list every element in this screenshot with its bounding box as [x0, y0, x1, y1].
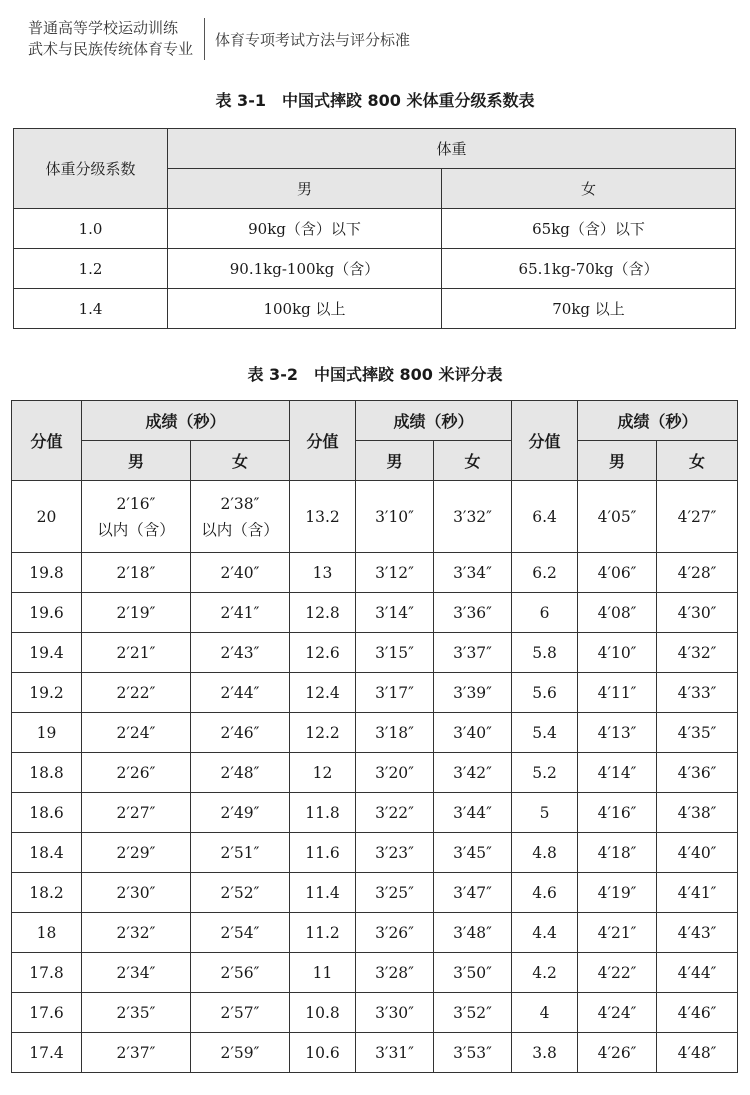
table-row [12, 833, 738, 873]
score-cell: 13.2 [290, 481, 356, 553]
score-cell: 12.6 [290, 633, 356, 673]
male-time-cell: 4′10″ [578, 633, 657, 673]
female-time-cell: 2′40″ [191, 553, 290, 593]
weight-coefficient-table [13, 128, 736, 329]
male-time-cell: 2′18″ [82, 553, 191, 593]
male-weight-cell: 90kg（含）以下 [168, 209, 442, 249]
table-row [12, 913, 738, 953]
table-row [12, 713, 738, 753]
female-time-cell: 4′30″ [657, 593, 738, 633]
table2-caption: 表 3-2 中国式摔跤 800 米评分表 [247, 365, 503, 384]
male-time-cell: 4′22″ [578, 953, 657, 993]
male-time-cell: 2′30″ [82, 873, 191, 913]
male-time-cell: 2′27″ [82, 793, 191, 833]
header-line-2: 武术与民族传统体育专业 [28, 40, 194, 58]
female-time-cell: 2′49″ [191, 793, 290, 833]
score-cell: 5.2 [512, 753, 578, 793]
score-cell: 19.2 [12, 673, 82, 713]
score-header-3: 分值 [512, 401, 578, 481]
male-weight-cell: 90.1kg-100kg（含） [168, 249, 442, 289]
male-time-cell [82, 481, 191, 553]
header-line-1: 普通高等学校运动训练 [28, 19, 179, 37]
table-row [12, 993, 738, 1033]
female-time-cell: 3′45″ [434, 833, 512, 873]
table-row [12, 553, 738, 593]
male-time-cell: 3′25″ [356, 873, 434, 913]
table-row [12, 953, 738, 993]
female-header-3: 女 [657, 441, 738, 481]
score-cell: 6.4 [512, 481, 578, 553]
score-cell: 4.8 [512, 833, 578, 873]
score-cell: 5.4 [512, 713, 578, 753]
female-time-cell: 3′44″ [434, 793, 512, 833]
table-row [12, 1033, 738, 1073]
male-time-cell: 2′35″ [82, 993, 191, 1033]
male-time-cell: 3′22″ [356, 793, 434, 833]
score-cell: 4.6 [512, 873, 578, 913]
female-weight-cell: 65kg（含）以下 [442, 209, 736, 249]
male-time-cell: 4′08″ [578, 593, 657, 633]
female-time-cell: 3′37″ [434, 633, 512, 673]
time-note: 以内（含） [97, 520, 175, 539]
score-cell: 10.6 [290, 1033, 356, 1073]
score-cell: 6.2 [512, 553, 578, 593]
time-note: 以内（含） [201, 520, 279, 539]
col-weight-header: 体重 [168, 129, 736, 169]
male-time-cell: 2′21″ [82, 633, 191, 673]
score-cell: 18.8 [12, 753, 82, 793]
male-header-1: 男 [82, 441, 191, 481]
table-row [12, 673, 738, 713]
female-weight-cell: 70kg 以上 [442, 289, 736, 329]
score-cell: 3.8 [512, 1033, 578, 1073]
male-time-cell: 2′22″ [82, 673, 191, 713]
female-header-2: 女 [434, 441, 512, 481]
female-time-cell: 3′48″ [434, 913, 512, 953]
time-value: 2′16″ [116, 494, 156, 513]
table-row [12, 873, 738, 913]
col-coef-header: 体重分级系数 [14, 129, 168, 209]
result-header-1: 成绩（秒） [82, 401, 290, 441]
score-cell: 12.4 [290, 673, 356, 713]
male-time-cell: 2′32″ [82, 913, 191, 953]
table-row [12, 753, 738, 793]
female-time-cell: 4′38″ [657, 793, 738, 833]
female-time-cell: 2′59″ [191, 1033, 290, 1073]
table-row [12, 793, 738, 833]
female-time-cell: 3′47″ [434, 873, 512, 913]
female-time-cell: 3′53″ [434, 1033, 512, 1073]
coef-cell: 1.4 [14, 289, 168, 329]
table1-caption: 表 3-1 中国式摔跤 800 米体重分级系数表 [215, 91, 535, 110]
male-time-cell: 4′05″ [578, 481, 657, 553]
male-time-cell: 4′21″ [578, 913, 657, 953]
score-cell: 11.4 [290, 873, 356, 913]
female-time-cell: 2′51″ [191, 833, 290, 873]
male-header-3: 男 [578, 441, 657, 481]
female-time-cell: 3′32″ [434, 481, 512, 553]
score-cell: 10.8 [290, 993, 356, 1033]
running-header-left [28, 18, 206, 60]
male-weight-cell: 100kg 以上 [168, 289, 442, 329]
female-time-cell: 3′42″ [434, 753, 512, 793]
female-time-cell: 2′44″ [191, 673, 290, 713]
female-time-cell: 4′41″ [657, 873, 738, 913]
table-row [12, 593, 738, 633]
male-time-cell: 3′18″ [356, 713, 434, 753]
score-cell: 12.2 [290, 713, 356, 753]
male-time-cell: 3′26″ [356, 913, 434, 953]
male-time-cell: 3′31″ [356, 1033, 434, 1073]
female-time-cell: 3′40″ [434, 713, 512, 753]
score-cell: 18 [12, 913, 82, 953]
male-time-cell: 4′18″ [578, 833, 657, 873]
female-header-1: 女 [191, 441, 290, 481]
female-time-cell: 4′32″ [657, 633, 738, 673]
score-cell: 6 [512, 593, 578, 633]
coef-cell: 1.2 [14, 249, 168, 289]
male-time-cell: 4′26″ [578, 1033, 657, 1073]
score-cell: 13 [290, 553, 356, 593]
male-time-cell: 4′11″ [578, 673, 657, 713]
female-time-cell: 4′46″ [657, 993, 738, 1033]
male-time-cell: 3′10″ [356, 481, 434, 553]
male-time-cell: 2′34″ [82, 953, 191, 993]
male-time-cell: 3′12″ [356, 553, 434, 593]
score-cell: 5.8 [512, 633, 578, 673]
scoring-table [11, 400, 738, 1073]
male-time-cell: 4′13″ [578, 713, 657, 753]
female-time-cell: 2′56″ [191, 953, 290, 993]
male-header-2: 男 [356, 441, 434, 481]
table-row [14, 209, 736, 249]
result-header-2: 成绩（秒） [356, 401, 512, 441]
table-row [14, 249, 736, 289]
female-time-cell: 2′41″ [191, 593, 290, 633]
female-time-cell: 2′54″ [191, 913, 290, 953]
table-row [12, 633, 738, 673]
result-header-3: 成绩（秒） [578, 401, 738, 441]
female-time-cell: 4′40″ [657, 833, 738, 873]
male-time-cell: 2′24″ [82, 713, 191, 753]
female-time-cell: 2′57″ [191, 993, 290, 1033]
female-time-cell: 4′28″ [657, 553, 738, 593]
female-time-cell: 3′52″ [434, 993, 512, 1033]
male-time-cell: 2′26″ [82, 753, 191, 793]
female-time-cell: 3′50″ [434, 953, 512, 993]
score-cell: 11.8 [290, 793, 356, 833]
score-cell: 20 [12, 481, 82, 553]
male-time-cell: 4′24″ [578, 993, 657, 1033]
female-time-cell: 2′43″ [191, 633, 290, 673]
score-header-1: 分值 [12, 401, 82, 481]
score-cell: 18.2 [12, 873, 82, 913]
female-time-cell: 3′36″ [434, 593, 512, 633]
female-time-cell: 4′35″ [657, 713, 738, 753]
scoring-table-body [12, 553, 738, 1073]
female-time-cell: 3′39″ [434, 673, 512, 713]
female-time-cell: 2′48″ [191, 753, 290, 793]
score-cell: 4.4 [512, 913, 578, 953]
male-time-cell: 2′29″ [82, 833, 191, 873]
female-time-cell: 2′46″ [191, 713, 290, 753]
score-cell: 17.4 [12, 1033, 82, 1073]
male-time-cell: 3′17″ [356, 673, 434, 713]
male-time-cell: 2′19″ [82, 593, 191, 633]
score-cell: 17.8 [12, 953, 82, 993]
score-cell: 5.6 [512, 673, 578, 713]
score-cell: 5 [512, 793, 578, 833]
table-row [14, 289, 736, 329]
header-divider [204, 18, 205, 60]
score-cell: 12 [290, 753, 356, 793]
score-cell: 11 [290, 953, 356, 993]
table-row [12, 481, 738, 553]
time-value: 2′38″ [220, 494, 260, 513]
male-time-cell: 4′16″ [578, 793, 657, 833]
score-cell: 11.2 [290, 913, 356, 953]
male-time-cell: 3′15″ [356, 633, 434, 673]
female-time-cell: 4′36″ [657, 753, 738, 793]
female-weight-cell: 65.1kg-70kg（含） [442, 249, 736, 289]
female-time-cell: 4′44″ [657, 953, 738, 993]
coef-cell: 1.0 [14, 209, 168, 249]
score-cell: 4 [512, 993, 578, 1033]
female-time-cell: 4′27″ [657, 481, 738, 553]
score-cell: 19 [12, 713, 82, 753]
male-time-cell: 3′14″ [356, 593, 434, 633]
female-time-cell: 3′34″ [434, 553, 512, 593]
score-cell: 19.6 [12, 593, 82, 633]
col-female-header: 女 [442, 169, 736, 209]
score-cell: 17.6 [12, 993, 82, 1033]
score-cell: 12.8 [290, 593, 356, 633]
female-time-cell: 4′33″ [657, 673, 738, 713]
female-time-cell: 2′52″ [191, 873, 290, 913]
score-cell: 18.4 [12, 833, 82, 873]
score-header-2: 分值 [290, 401, 356, 481]
score-cell: 11.6 [290, 833, 356, 873]
male-time-cell: 3′30″ [356, 993, 434, 1033]
female-time-cell: 4′43″ [657, 913, 738, 953]
male-time-cell: 4′06″ [578, 553, 657, 593]
score-cell: 4.2 [512, 953, 578, 993]
male-time-cell: 4′14″ [578, 753, 657, 793]
male-time-cell: 4′19″ [578, 873, 657, 913]
female-time-cell [191, 481, 290, 553]
running-header-right: 体育专项考试方法与评分标准 [215, 31, 411, 49]
female-time-cell: 4′48″ [657, 1033, 738, 1073]
score-cell: 19.8 [12, 553, 82, 593]
male-time-cell: 3′20″ [356, 753, 434, 793]
male-time-cell: 3′23″ [356, 833, 434, 873]
male-time-cell: 3′28″ [356, 953, 434, 993]
male-time-cell: 2′37″ [82, 1033, 191, 1073]
score-cell: 19.4 [12, 633, 82, 673]
col-male-header: 男 [168, 169, 442, 209]
score-cell: 18.6 [12, 793, 82, 833]
